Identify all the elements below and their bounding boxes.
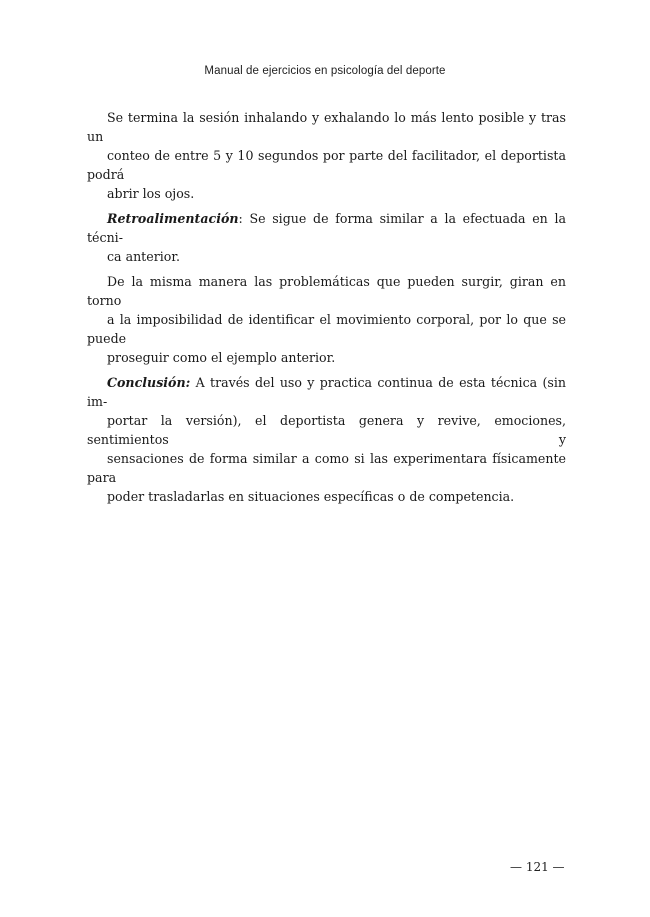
paragraph-conclusion <box>87 373 566 506</box>
text-fragment: A través del uso y practica continua de esta técnica (sin im- <box>87 375 566 409</box>
paragraph-lead: Retroalimentación <box>107 211 239 226</box>
text-line: abrir los ojos. <box>107 186 195 201</box>
text-line: a la imposibilidad de identificar el movimiento corporal, por lo que se puede <box>87 312 566 346</box>
text-line <box>87 209 566 247</box>
paragraph-problematicas <box>87 272 566 367</box>
text-line: De la misma manera las problemáticas que pueden surgir, giran en torno <box>87 274 566 308</box>
running-header: Manual de ejercicios en psicología del deporte <box>204 65 446 77</box>
text-line: ca anterior. <box>107 249 180 264</box>
text-line <box>87 373 566 411</box>
paragraph-retroalimentacion <box>87 209 566 266</box>
page-number: — 121 — <box>510 860 565 874</box>
text-line: Se termina la sesión inhalando y exhalando lo más lento posible y tras un <box>87 110 566 144</box>
body-text <box>87 108 566 512</box>
text-fragment: : Se sigue de forma similar a la efectuada en la técni- <box>87 211 566 245</box>
text-line: portar la versión), el deportista genera y revive, emociones, sentimientos y <box>87 413 566 447</box>
paragraph-lead: Conclusión: <box>107 375 191 390</box>
text-line: sensaciones de forma similar a como si las experimentara físicamente para <box>87 451 566 485</box>
text-line: proseguir como el ejemplo anterior. <box>107 350 336 365</box>
text-line: conteo de entre 5 y 10 segundos por parte del facilitador, el deportista podrá <box>87 148 566 182</box>
paragraph-session-end <box>87 108 566 203</box>
text-line: poder trasladarlas en situaciones específicas o de competencia. <box>107 489 515 504</box>
